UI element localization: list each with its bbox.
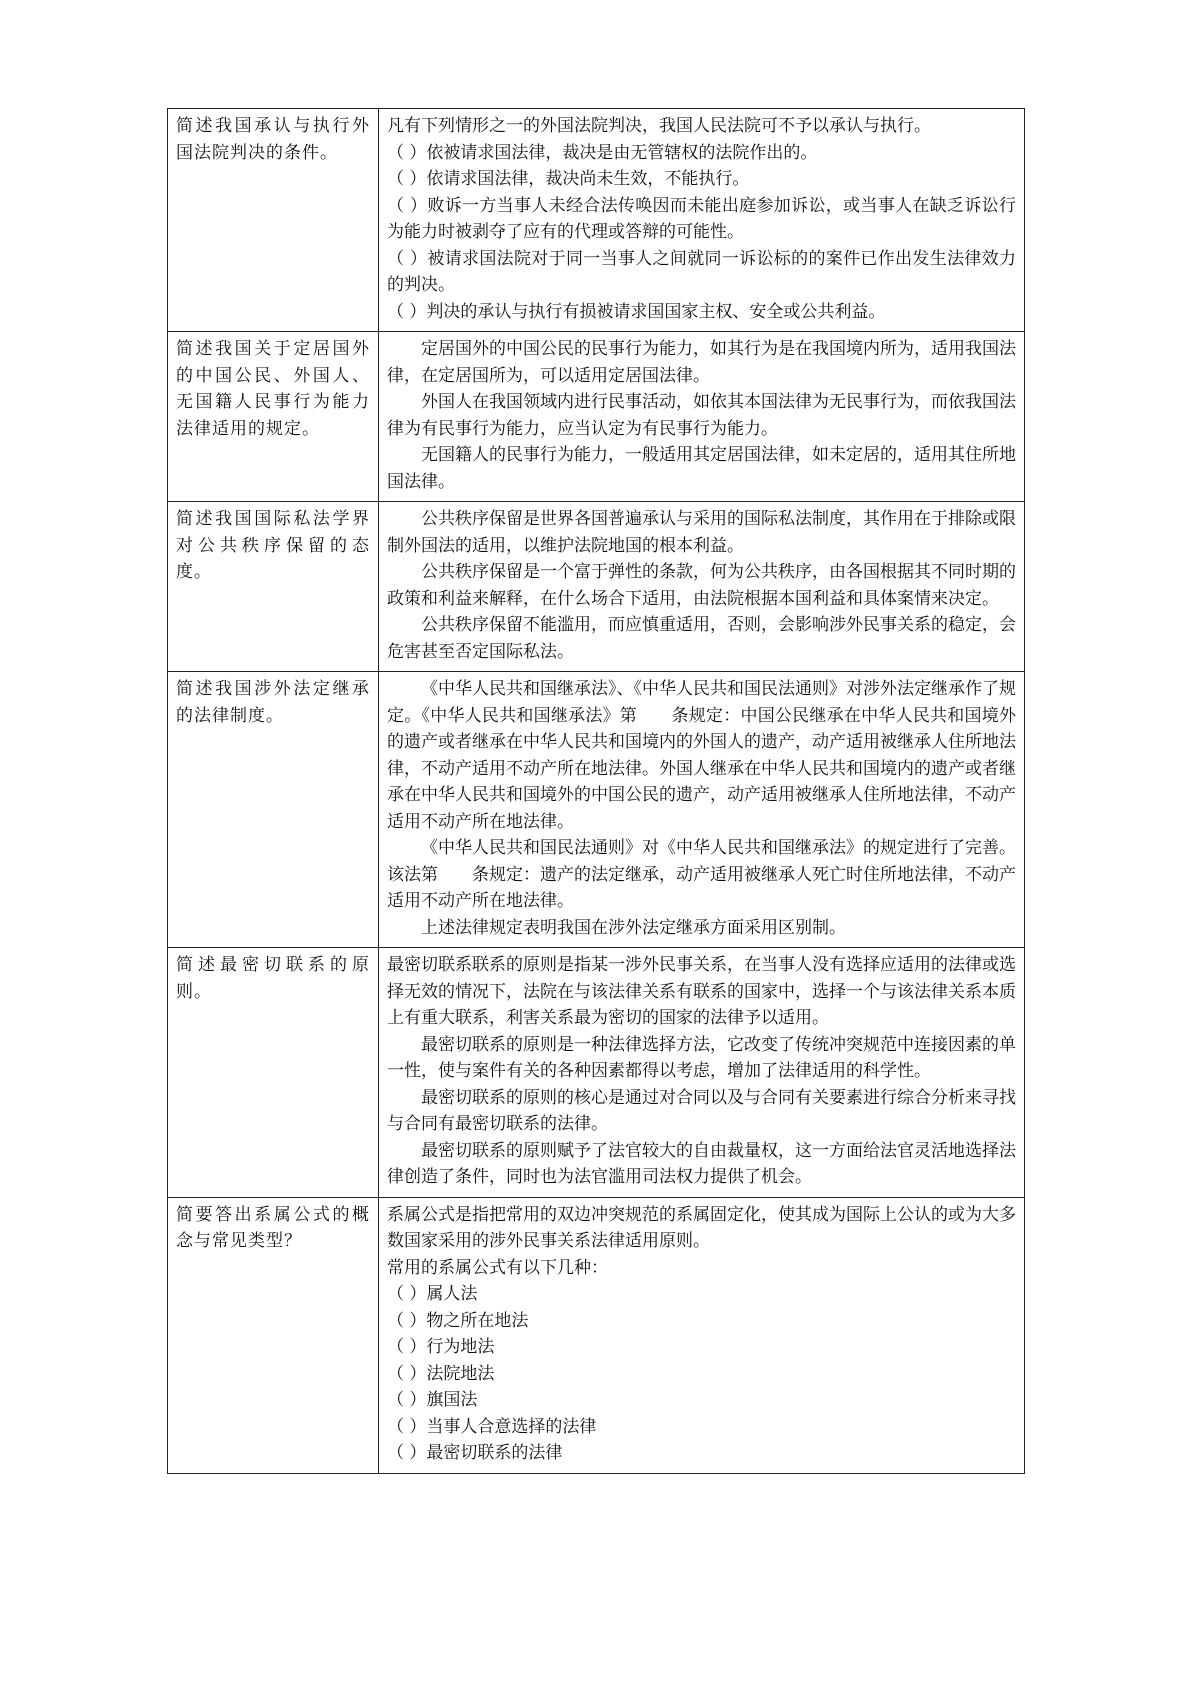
answer-paragraph: （ ）旗国法 [387,1390,478,1410]
answer-cell [379,672,1025,948]
qa-table [167,108,1025,1474]
answer-paragraph: 无国籍人的民事行为能力，一般适用其定居国法律，如未定居的，适用其住所地国法律。 [387,445,1016,492]
answer-paragraph: （ ）判决的承认与执行有损被请求国国家主权、安全或公共利益。 [387,301,886,322]
answer-paragraph: 《中华人民共和国继承法》、《中华人民共和国民法通则》对涉外法定继承作了规定。《中华人民共和国继承法》第 条规定：中国公民继承在中华人民共和国境外的遗产或者继承在中华人民共和国境内的外国人的遗产，动产适用被继承人住所地法律，不动产适用不动产所在地法律。外国人继承在中华人民共和国境内的遗产或者继承在中华人民共和国境外的中国公民的遗产，动产适用被继承人住所地法律，不动产适用不动产所在地法律。 [387,679,1016,832]
qa-table-body [168,109,1025,1474]
answer-paragraph: （ ）依被请求国法律，裁决是由无管辖权的法院作出的。 [387,142,818,163]
question-cell: 简述我国承认与执行外国法院判决的条件。 [168,109,379,332]
table-row [168,1197,1025,1473]
answer-paragraph: 最密切联系联系的原则是指某一涉外民事关系，在当事人没有选择应适用的法律或选择无效的情况下，法院在与该法律关系有联系的国家中，选择一个与该法律关系本质上有重大联系，利害关系最为密切的国家的法律予以适用。 [387,955,1016,1028]
answer-paragraph: （ ）最密切联系的法律 [387,1443,563,1463]
table-row [168,332,1025,502]
answer-paragraph: （ ）法院地法 [387,1363,495,1384]
answer-paragraph: （ ）属人法 [387,1284,478,1304]
question-cell: 简述我国国际私法学界对公共秩序保留的态度。 [168,502,379,672]
answer-paragraph: （ ）当事人合意选择的法律 [387,1416,597,1437]
answer-paragraph: 常用的系属公式有以下几种： [387,1257,608,1278]
answer-paragraph: 定居国外的中国公民的民事行为能力，如其行为是在我国境内所为，适用我国法律，在定居国所为，可以适用定居国法律。 [387,339,1016,386]
answer-paragraph: （ ）被请求国法院对于同一当事人之间就同一诉讼标的的案件已作出发生法律效力的判决。 [387,248,1016,295]
answer-paragraph: 最密切联系的原则是一种法律选择方法，它改变了传统冲突规范中连接因素的单一性，使与案件有关的各种因素都得以考虑，增加了法律适用的科学性。 [387,1034,1016,1081]
answer-cell [379,332,1025,502]
answer-paragraph: 《中华人民共和国民法通则》对《中华人民共和国继承法》的规定进行了完善。该法第 条规定：遗产的法定继承，动产适用被继承人死亡时住所地法律，不动产适用不动产所在地法律。 [387,838,1016,911]
table-row [168,502,1025,672]
answer-cell [379,109,1025,332]
answer-paragraph: 系属公式是指把常用的双边冲突规范的系属固定化，使其成为国际上公认的或为大多数国家采用的涉外民事关系法律适用原则。 [387,1204,1016,1251]
question-cell: 简要答出系属公式的概念与常见类型？ [168,1197,379,1473]
answer-paragraph: 公共秩序保留不能滥用，而应慎重适用，否则，会影响涉外民事关系的稳定，会危害甚至否定国际私法。 [387,615,1016,662]
answer-paragraph: 最密切联系的原则的核心是通过对合同以及与合同有关要素进行综合分析来寻找与合同有最密切联系的法律。 [387,1087,1016,1134]
question-cell: 简述我国涉外法定继承的法律制度。 [168,672,379,948]
answer-paragraph: （ ）物之所在地法 [387,1310,529,1331]
question-cell: 简述我国关于定居国外的中国公民、外国人、无国籍人民事行为能力法律适用的规定。 [168,332,379,502]
answer-paragraph: 公共秩序保留是一个富于弹性的条款，何为公共秩序，由各国根据其不同时期的政策和利益来解释，在什么场合下适用，由法院根据本国利益和具体案情来决定。 [387,562,1016,609]
answer-cell [379,948,1025,1198]
table-row [168,672,1025,948]
answer-cell [379,502,1025,672]
question-cell: 简述最密切联系的原则。 [168,948,379,1198]
answer-paragraph: （ ）行为地法 [387,1337,495,1357]
answer-paragraph: 最密切联系的原则赋予了法官较大的自由裁量权，这一方面给法官灵活地选择法律创造了条件，同时也为法官滥用司法权力提供了机会。 [387,1140,1016,1187]
answer-paragraph: （ ）败诉一方当事人未经合法传唤因而未能出庭参加诉讼，或当事人在缺乏诉讼行为能力时被剥夺了应有的代理或答辩的可能性。 [387,195,1016,242]
table-row [168,948,1025,1198]
answer-paragraph: （ ）依请求国法律，裁决尚未生效，不能执行。 [387,169,750,189]
answer-paragraph: 凡有下列情形之一的外国法院判决，我国人民法院可不予以承认与执行。 [387,116,931,136]
answer-paragraph: 上述法律规定表明我国在涉外法定继承方面采用区别制。 [421,917,846,938]
answer-cell [379,1197,1025,1473]
answer-paragraph: 外国人在我国领域内进行民事活动，如依其本国法律为无民事行为，而依我国法律为有民事行为能力，应当认定为有民事行为能力。 [387,392,1016,439]
answer-paragraph: 公共秩序保留是世界各国普遍承认与采用的国际私法制度，其作用在于排除或限制外国法的适用，以维护法院地国的根本利益。 [387,509,1016,556]
table-row [168,109,1025,332]
